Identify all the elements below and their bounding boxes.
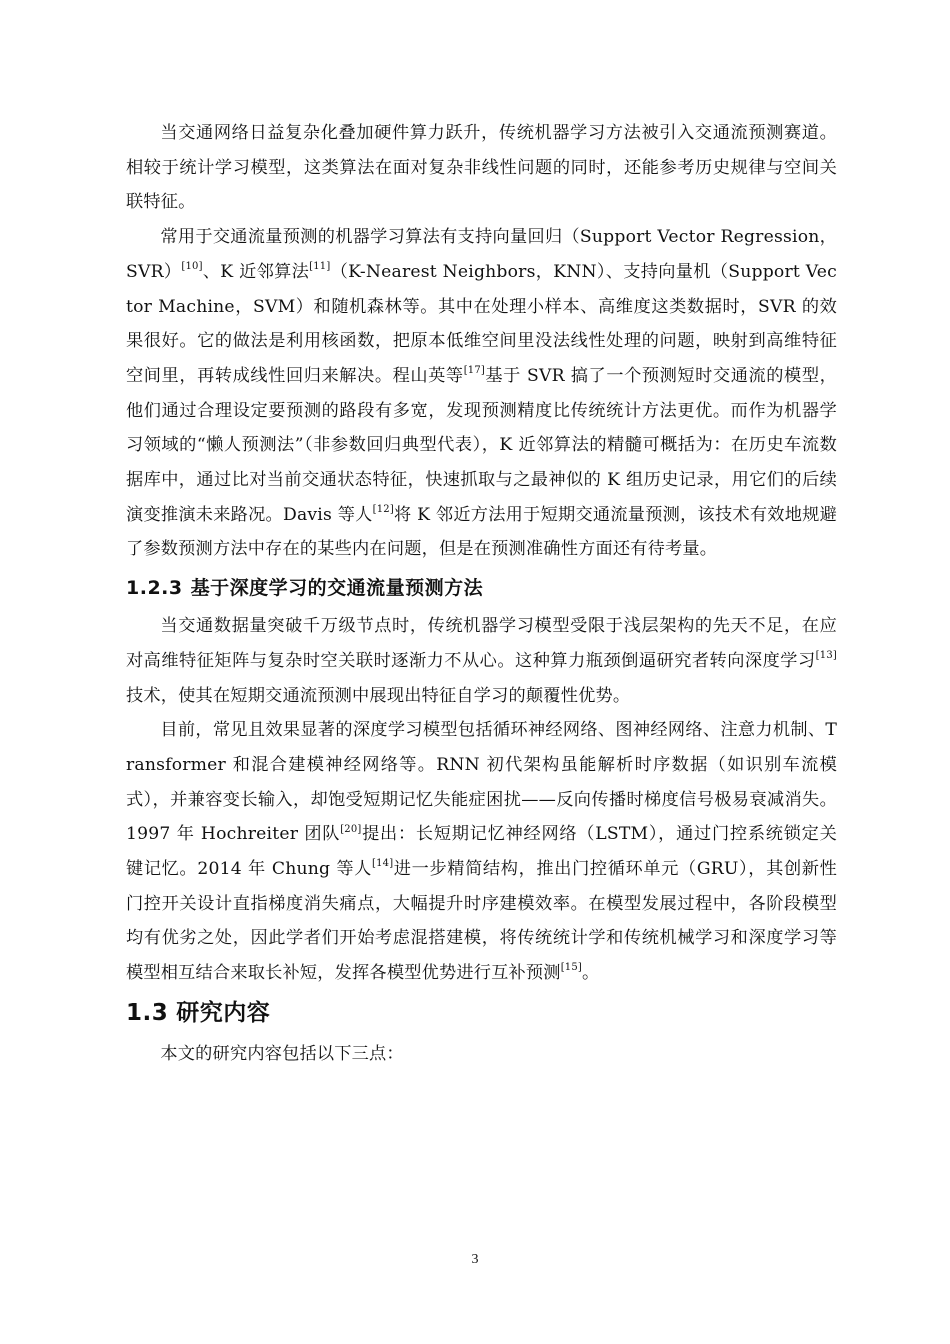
subsection-title: 基于深度学习的交通流量预测方法 bbox=[190, 577, 484, 600]
paragraph-text: 当交通数据量突破千万级节点时，传统机器学习模型受限于浅层架构的先天不足，在应对高维特征矩阵与复杂时空关联时逐渐力不从心。这种算力瓶颈倒逼研究者转向深度学习 bbox=[126, 616, 837, 671]
citation-reference: [12] bbox=[372, 504, 394, 515]
paragraph-text: 当交通网络日益复杂化叠加硬件算力跃升，传统机器学习方法被引入交通流预测赛道。相较于统计学习模型，这类算法在面对复杂非线性问题的同时，还能参考历史规律与空间关联特征。 bbox=[126, 123, 837, 213]
section-number: 1.3 bbox=[126, 999, 169, 1026]
subsection-heading bbox=[126, 569, 837, 607]
body-paragraph bbox=[126, 220, 837, 567]
body-paragraph bbox=[126, 116, 837, 220]
citation-reference: [14] bbox=[372, 858, 394, 870]
citation-reference: [10] bbox=[181, 261, 203, 273]
section-heading bbox=[126, 993, 837, 1033]
paragraph-text: 基于 SVR 搞了一个预测短时交通流的模型，他们通过合理设定要预测的路段有多宽，发现预测精度比传统统计方法更优。而作为机器学习领域的“懒人预测法”（非参数回归典型代表），K 近邻算法的精髓可概括为：在历史车流数据库中，通过比对当前交通状态特征，快速抓取与之最神似的 K 组历史记录，用它们的后续演变推演未来路况。Davis 等人 bbox=[126, 365, 837, 525]
paragraphs-middle bbox=[126, 609, 837, 991]
citation-reference: [20] bbox=[340, 823, 362, 835]
paragraph-text: （K-Nearest Neighbors，KNN）、支持向量机（Support Vector Machine，SVM）和随机森林等。其中在处理小样本、高维度这类数据时，SVR 的效果很好。它的做法是利用核函数，把原本低维空间里没法线性处理的问题，映射到高维特征空间里，再转成线性回归来解决。程山英等 bbox=[126, 261, 837, 386]
page-number: 3 bbox=[471, 1252, 479, 1267]
citation-reference: [15] bbox=[560, 962, 583, 974]
citation-reference: [11] bbox=[309, 261, 331, 273]
paragraph-text: 本文的研究内容包括以下三点： bbox=[160, 1043, 404, 1064]
paragraph-text: 将 K 邻近方法用于短期交通流量预测，该技术有效地规避了参数预测方法中存在的某些内在问题，但是在预测准确性方面还有待考量。 bbox=[126, 504, 838, 560]
paragraph-text: 技术，使其在短期交通流预测中展现出特征自学习的颠覆性优势。 bbox=[126, 685, 631, 706]
paragraph-text: 、K 近邻算法 bbox=[202, 261, 310, 282]
paragraph-text: 。 bbox=[582, 963, 600, 984]
paragraph-text: 进一步精简结构，推出门控循环单元（GRU），其创新性门控开关设计直指梯度消失痛点，大幅提升时序建模效率。在模型发展过程中，各阶段模型均有优劣之处，因此学者们开始考虑混搭建模，将传统统计学和传统机械学习和深度学习等模型相互结合来取长补短，发挥各模型优势进行互补预测 bbox=[126, 859, 837, 984]
paragraph-text: 提出：长短期记忆神经网络（LSTM），通过门控系统锁定关键记忆。2014 年 Chung 等人 bbox=[126, 824, 837, 880]
citation-reference: [13] bbox=[815, 650, 837, 662]
body-paragraph bbox=[126, 713, 837, 991]
citation-reference: [17] bbox=[463, 365, 486, 377]
paragraph-text: 常用于交通流量预测的机器学习算法有支持向量回归（Support Vector Regression，SVR） bbox=[126, 227, 837, 282]
paragraphs-after bbox=[126, 1037, 837, 1072]
page-content bbox=[126, 116, 837, 1072]
body-paragraph bbox=[126, 1037, 837, 1072]
subsection-number: 1.2.3 bbox=[126, 577, 183, 600]
paragraph-text: 目前，常见且效果显著的深度学习模型包括循环神经网络、图神经网络、注意力机制、Transformer 和混合建模神经网络等。RNN 初代架构虽能解析时序数据（如识别车流模式），并兼容变长输入，却饱受短期记忆失能症困扰——反向传播时梯度信号极易衰减消失。1997 年 Hochreiter 团队 bbox=[126, 720, 837, 845]
section-title: 研究内容 bbox=[176, 999, 271, 1026]
body-paragraph bbox=[126, 609, 837, 713]
paragraphs-before bbox=[126, 116, 837, 567]
